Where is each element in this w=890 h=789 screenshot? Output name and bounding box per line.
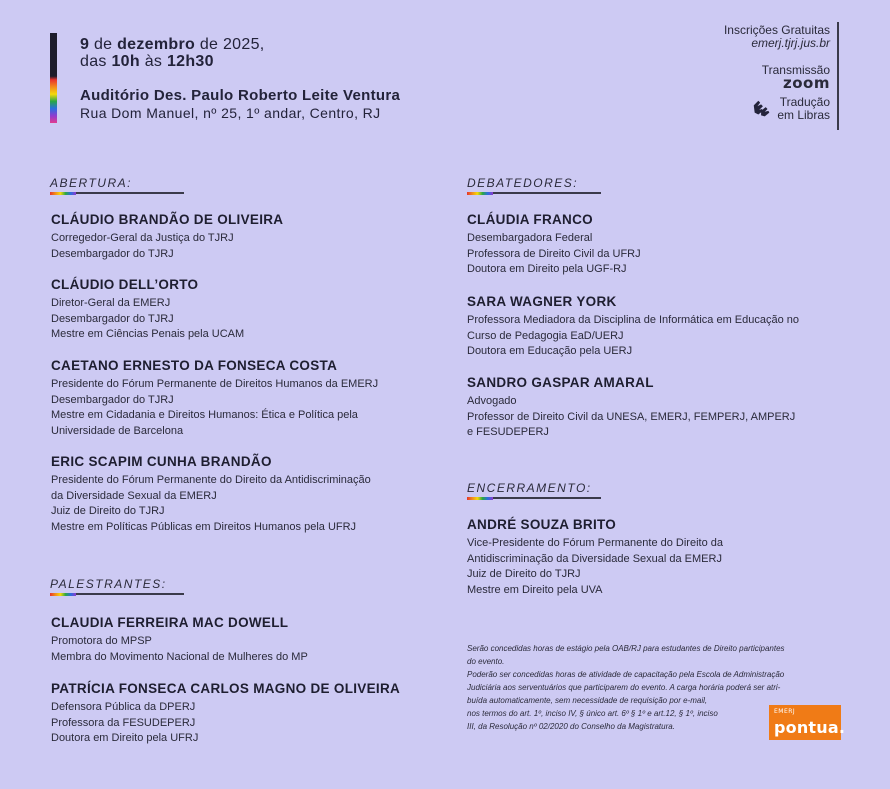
- logo-small-text: EMERJ: [774, 708, 796, 715]
- person-name: CLÁUDIA FRANCO: [467, 212, 593, 227]
- registration-link[interactable]: emerj.tjrj.jus.br: [751, 36, 830, 50]
- person-role: Juiz de Direito do TJRJ: [51, 505, 165, 517]
- broadcast-label: Transmissão: [761, 63, 830, 77]
- logo-big-text: pontua.: [774, 718, 846, 737]
- person-role: Professor de Direito Civil da UNESA, EMERJ, FEMPERJ, AMPERJ: [467, 410, 796, 423]
- person-debatedor-2: [467, 293, 799, 360]
- person-role: Presidente do Fórum Permanente do Direito da Antidiscriminação: [51, 474, 371, 486]
- person-role: Mestre em Políticas Públicas em Direitos Humanos pela UFRJ: [51, 520, 357, 533]
- person-role: Desembargador do TJRJ: [51, 312, 174, 325]
- section-label-palestrantes: PALESTRANTES:: [50, 577, 167, 591]
- footnote-line: do evento.: [467, 657, 505, 666]
- person-role: Doutora em Direito pela UGF-RJ: [467, 263, 627, 275]
- libras-line1: Tradução: [779, 95, 830, 109]
- section-rule-rainbow: [467, 192, 493, 195]
- person-role: Professora Mediadora da Disciplina de Informática em Educação no: [467, 314, 800, 326]
- person-encerramento-1: [467, 516, 723, 598]
- person-abertura-1: [51, 211, 283, 262]
- section-abertura: [50, 176, 184, 195]
- person-role: Mestre em Cidadania e Direitos Humanos: Ética e Política pela: [51, 409, 358, 421]
- footnote-line: Serão concedidas horas de estágio pela OAB/RJ para estudantes de Direito participantes: [467, 644, 785, 653]
- person-role: Universidade de Barcelona: [51, 424, 184, 437]
- person-role: Corregedor-Geral da Justiça do TJRJ: [51, 232, 234, 244]
- person-role: Vice-Presidente do Fórum Permanente do Direito da: [467, 537, 723, 549]
- person-role: Doutora em Educação pela UERJ: [467, 345, 633, 357]
- person-name: PATRÍCIA FONSECA CARLOS MAGNO DE OLIVEIRA: [51, 681, 401, 696]
- rainbow-accent-bar: [50, 33, 57, 123]
- section-debatedores: [467, 176, 601, 195]
- person-role: Professora de Direito Civil da UFRJ: [467, 247, 641, 260]
- section-rule: [493, 497, 601, 499]
- footnote-line: nos termos do art. 1º, inciso IV, § único art. 6º § 1º e art.12, § 1º, inciso: [467, 709, 718, 718]
- event-date: 9 de dezembro de 2025,: [80, 36, 265, 53]
- footnote-line: buída automaticamente, sem necessidade de requisição por e-mail,: [467, 696, 708, 705]
- person-name: CLAUDIA FERREIRA MAC DOWELL: [51, 615, 289, 630]
- person-role: Defensora Pública da DPERJ: [51, 701, 196, 713]
- section-rule: [493, 192, 601, 194]
- footnote-line: Judiciária aos serventuários que participarem do evento. A carga horária poderá ser atri-: [467, 683, 781, 692]
- sign-language-hands-icon: [751, 98, 773, 120]
- person-role: Desembargador do TJRJ: [51, 247, 174, 260]
- section-rule: [76, 192, 184, 194]
- registration-label: Inscrições Gratuitas: [723, 23, 830, 37]
- section-palestrantes: [50, 577, 184, 596]
- person-role: Advogado: [467, 395, 517, 407]
- person-name: ERIC SCAPIM CUNHA BRANDÃO: [51, 454, 272, 469]
- person-name: CLÁUDIO BRANDÃO DE OLIVEIRA: [51, 212, 284, 227]
- info-divider: [837, 22, 839, 130]
- person-role: Professora da FESUDEPERJ: [51, 716, 196, 729]
- footnote-line: Poderão ser concedidas horas de atividade de capacitação pela Escola de Administração: [467, 670, 785, 679]
- person-role: Desembargadora Federal: [467, 232, 593, 244]
- person-debatedor-1: [467, 211, 641, 278]
- person-role: Presidente do Fórum Permanente de Direitos Humanos da EMERJ: [51, 378, 379, 390]
- event-venue: Auditório Des. Paulo Roberto Leite Ventura: [80, 87, 401, 104]
- event-time: das 10h às 12h30: [80, 53, 214, 70]
- person-debatedor-3: [467, 374, 795, 441]
- info-block: [724, 24, 830, 122]
- person-role: Mestre em Direito pela UVA: [467, 583, 603, 596]
- section-label-encerramento: ENCERRAMENTO:: [467, 481, 592, 495]
- footnote-line: III, da Resolução nº 02/2020 do Conselho da Magistratura.: [467, 722, 675, 731]
- person-role: Diretor-Geral da EMERJ: [51, 297, 171, 309]
- person-name: SANDRO GASPAR AMARAL: [467, 375, 654, 390]
- event-address: Rua Dom Manuel, nº 25, 1º andar, Centro, RJ: [80, 105, 381, 121]
- section-rule-rainbow: [50, 192, 76, 195]
- section-rule-rainbow: [467, 497, 493, 500]
- section-rule: [76, 593, 184, 595]
- pontua-logo: [769, 705, 846, 740]
- person-abertura-3: [51, 357, 378, 439]
- person-role: da Diversidade Sexual da EMERJ: [51, 489, 217, 502]
- person-abertura-4: [51, 453, 371, 535]
- person-role: Desembargador do TJRJ: [51, 393, 174, 406]
- section-label-debatedores: DEBATEDORES:: [467, 176, 579, 190]
- section-encerramento: [467, 481, 601, 500]
- person-palestrante-1: [51, 614, 308, 665]
- person-name: ANDRÉ SOUZA BRITO: [467, 517, 617, 532]
- person-role: Juiz de Direito do TJRJ: [467, 568, 581, 580]
- person-abertura-2: [51, 276, 244, 343]
- section-rule-rainbow: [50, 593, 76, 596]
- person-role: Membra do Movimento Nacional de Mulheres do MP: [51, 650, 308, 663]
- libras-line2: em Libras: [777, 108, 830, 122]
- person-name: CAETANO ERNESTO DA FONSECA COSTA: [51, 358, 338, 373]
- person-role: Promotora do MPSP: [51, 635, 152, 647]
- person-role: e FESUDEPERJ: [467, 426, 549, 438]
- person-name: SARA WAGNER YORK: [467, 294, 617, 309]
- person-role: Curso de Pedagogia EaD/UERJ: [467, 329, 624, 342]
- person-palestrante-2: [51, 680, 400, 747]
- person-role: Mestre em Ciências Penais pela UCAM: [51, 328, 245, 340]
- section-label-abertura: ABERTURA:: [50, 176, 132, 190]
- person-name: CLÁUDIO DELL’ORTO: [51, 277, 199, 292]
- libras-row: [724, 96, 830, 122]
- zoom-logo: zoom: [783, 74, 830, 92]
- person-role: Antidiscriminação da Diversidade Sexual da EMERJ: [467, 552, 722, 565]
- person-role: Doutora em Direito pela UFRJ: [51, 732, 199, 744]
